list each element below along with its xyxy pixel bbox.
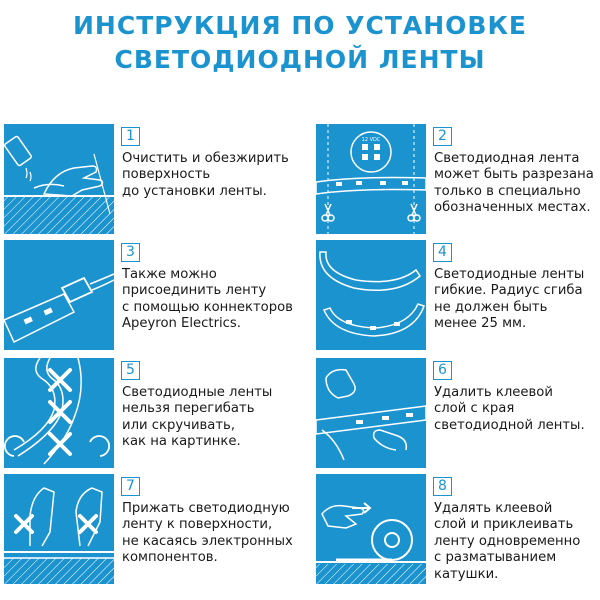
- title-line-2: СВЕТОДИОДНОЙ ЛЕНТЫ: [114, 45, 486, 74]
- step-number: 2: [433, 127, 452, 146]
- unroll-reel-icon: [316, 474, 426, 584]
- step-3: [4, 240, 294, 350]
- cleaning-hand-icon: [4, 124, 114, 234]
- step-number: 1: [121, 127, 140, 146]
- step-description: Удалять клеевой слой и приклеивать ленту одновременно с разматыванием катушки.: [434, 501, 581, 582]
- step-5: [4, 358, 294, 468]
- step-number: 6: [433, 361, 452, 380]
- step-7: [4, 474, 294, 584]
- step-description: Прижать светодиодную ленту к поверхности, не касаясь электронных компонентов.: [122, 501, 293, 566]
- svg-text:12 VDC: 12 VDC: [361, 137, 381, 143]
- connector-icon: [4, 240, 114, 350]
- step-number: 3: [121, 243, 140, 262]
- flexible-strip-icon: [316, 240, 426, 350]
- step-description: Светодиодная лента может быть разрезана только в специально обозначенных местах.: [434, 151, 594, 216]
- step-number: 8: [433, 477, 452, 496]
- step-1: [4, 124, 294, 234]
- step-number: 7: [121, 477, 140, 496]
- step-description: Светодиодные ленты нельзя перегибать или скручивать, как на картинке.: [122, 385, 273, 450]
- step-number: 5: [121, 361, 140, 380]
- press-no-touch-icon: [4, 474, 114, 584]
- peel-adhesive-icon: [316, 358, 426, 468]
- step-6: [316, 358, 600, 468]
- step-description: Также можно присоединить ленту с помощью коннекторов Apeyron Electrics.: [122, 267, 293, 332]
- step-2: [316, 124, 600, 234]
- step-4: [316, 240, 600, 350]
- step-description: Очистить и обезжирить поверхность до установки ленты.: [122, 151, 289, 199]
- no-twist-icon: [4, 358, 114, 468]
- step-8: [316, 474, 600, 584]
- step-number: 4: [433, 243, 452, 262]
- title-line-1: ИНСТРУКЦИЯ ПО УСТАНОВКЕ: [73, 11, 527, 40]
- step-description: Удалить клеевой слой с края светодиодной ленты.: [434, 385, 585, 433]
- cut-marks-scissors-icon: [316, 124, 426, 234]
- step-description: Светодиодные ленты гибкие. Радиус сгиба не должен быть менее 25 мм.: [434, 267, 585, 332]
